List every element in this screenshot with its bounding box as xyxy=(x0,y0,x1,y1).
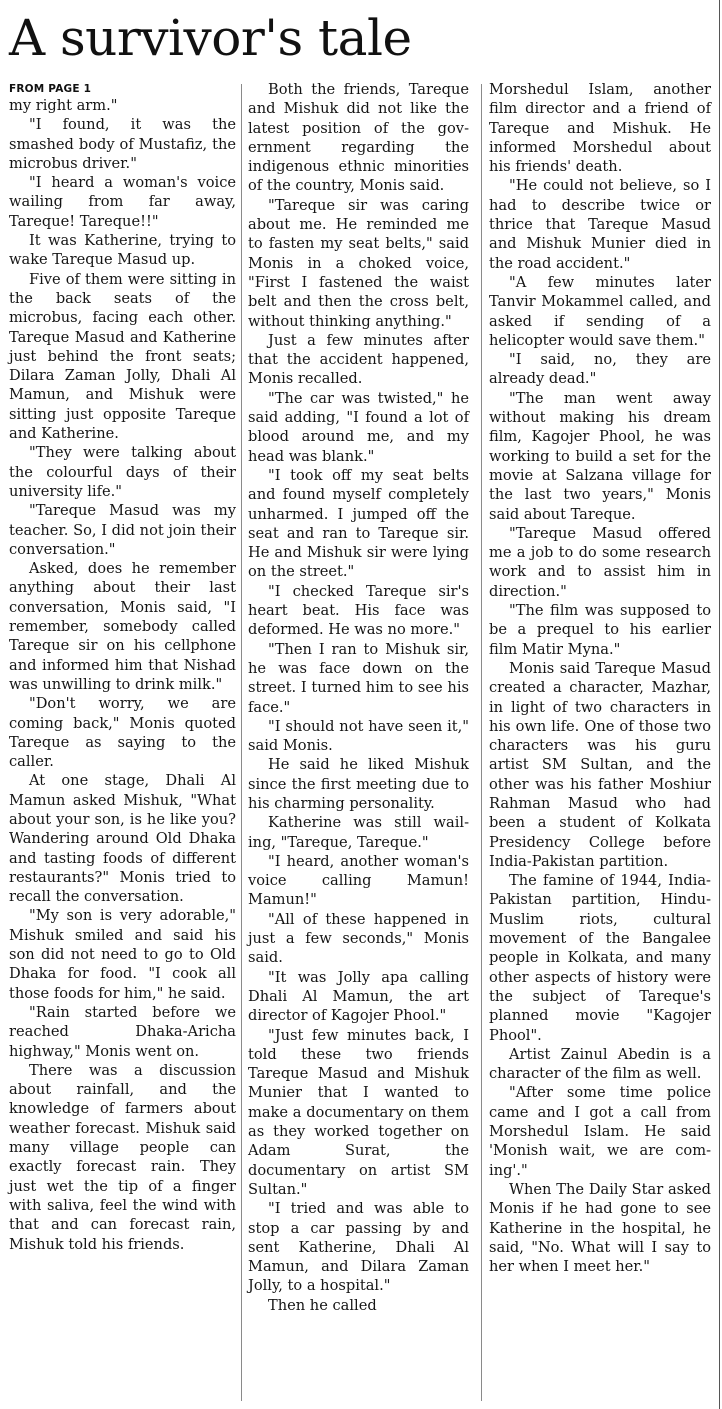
paragraph: "I heard, another woman's voice calling Mamun! Mamun!" xyxy=(248,852,469,909)
paragraph: "He could not believe, so I had to describe twice or thrice that Tareque Masud and Mishuk Munier died in the road accident." xyxy=(489,177,711,272)
paragraph: "I said, no, they are already dead." xyxy=(489,351,711,388)
headline: A survivor's tale xyxy=(9,9,412,67)
paragraph: The famine of 1944, India-Pakistan partition, Hindu-Muslim riots, cultural movement of the Bangalee people in Kolkata, and many other aspects of history were the subject of Tareque's planned movie "Kagojer Phool". xyxy=(489,872,711,1044)
article-column-3 xyxy=(489,80,711,1276)
paragraph: "The car was twisted," he said adding, "I found a lot of blood around me, and my head was blank." xyxy=(248,389,469,465)
article-column-1 xyxy=(9,80,236,1254)
paragraph: "Tareque Masud was my teacher. So, I did not join their conversation." xyxy=(9,502,236,558)
paragraph: "I found, it was the smashed body of Mustafiz, the microbus driver." xyxy=(9,116,236,172)
paragraph: "A few minutes later Tanvir Mokammel called, and asked if sending of a helicopter would save them." xyxy=(489,273,711,349)
paragraph: "It was Jolly apa calling Dhali Al Mamun, the art director of Kagojer Phool." xyxy=(248,968,469,1025)
continuation-kicker: FROM PAGE 1 xyxy=(9,83,92,95)
paragraph: "They were talking about the colourful days of their university life." xyxy=(9,444,236,500)
paragraph: Then he called xyxy=(268,1296,377,1314)
paragraph: At one stage, Dhali Al Mamun asked Mishuk, "What about your son, is he like you? Wandering around Old Dhaka and tasting foods of different restaurants?" Monis tried to recall the conversation. xyxy=(9,772,236,906)
paragraph: "I took off my seat belts and found myself completely unharmed. I jumped off the seat and ran to Tareque sir. He and Mishuk sir were lying on the street." xyxy=(248,466,469,581)
paragraph: "I checked Tareque sir's heart beat. His face was deformed. He was no more." xyxy=(248,582,469,639)
paragraph: "Don't worry, we are coming back," Monis quoted Tareque as saying to the caller. xyxy=(9,695,236,771)
paragraph: He said he liked Mishuk since the first meeting due to his charming personality. xyxy=(248,756,469,812)
paragraph: Monis said Tareque Masud created a character, Mazhar, in light of two characters in his own life. One of those two characters was his guru artist SM Sultan, and the other was his father Moshiur Rahman Masud who had been a student of Kolkata Presidency College before India-Pakistan partition. xyxy=(489,659,711,870)
paragraph: "Rain started before we reached Dhaka-Aricha highway," Monis went on. xyxy=(9,1003,236,1060)
paragraph: "I should not have seen it," said Monis. xyxy=(248,717,469,755)
paragraph: "The man went away without making his dream film, Kagojer Phool, he was working to build a set for the movie at Salzana village for the last two years," Monis said about Tareque. xyxy=(489,389,711,523)
paragraph: "I heard a woman's voice wailing from far away, Tareque! Tareque!!" xyxy=(9,174,236,230)
paragraph: Morshedul Islam, another film director and a friend of Tareque and Mishuk. He informed Morshedul about his friends' death. xyxy=(489,81,711,176)
paragraph: Both the friends, Tareque and Mishuk did not like the latest position of the government regarding the indigenous ethnic minorities of the country, Monis said. xyxy=(248,81,469,195)
paragraph: "I tried and was able to stop a car passing by and sent Katherine, Dhali Al Mamun, and Dilara Zaman Jolly, to a hospital." xyxy=(248,1200,469,1295)
column-divider xyxy=(481,84,482,1401)
paragraph: Artist Zainul Abedin is a character of the film as well. xyxy=(489,1045,711,1083)
paragraph: It was Katherine, trying to wake Tareque Masud up. xyxy=(9,232,236,269)
paragraph: my right arm." xyxy=(9,97,118,114)
paragraph: There was a discussion about rainfall, and the knowledge of farmers about weather forecast. Mishuk said many village people can exactly forecast rain. They just wet the tip of a finger with saliva, feel the wind with that and can forecast rain, Mishuk told his friends. xyxy=(9,1061,236,1253)
paragraph: When The Daily Star asked Monis if he had gone to see Katherine in the hospital, he said, "No. What will I say to her when I meet her." xyxy=(489,1180,711,1276)
paragraph: Katherine was still wailing, "Tareque, Tareque." xyxy=(248,814,469,851)
paragraph: "Then I ran to Mishuk sir, he was face down on the street. I turned him to see his face." xyxy=(248,640,469,716)
paragraph: "My son is very adorable," Mishuk smiled and said his son did not need to go to Old Dhaka for food. "I cook all those foods for him," he said. xyxy=(9,907,236,1002)
paragraph: Asked, does he remember anything about their last conversation, Monis said, "I remember, somebody called Tareque sir on his cellphone and informed him that Nishad was unwilling to drink milk." xyxy=(9,560,236,693)
paragraph: Just a few minutes after that the accident happened, Monis recalled. xyxy=(248,331,469,388)
paragraph: "After some time police came and I got a call from Morshedul Islam. He said 'Monish wait, we are coming'." xyxy=(489,1084,711,1179)
page-edge-rule xyxy=(719,0,720,1409)
column-divider xyxy=(241,84,242,1401)
paragraph: "Just few minutes back, I told these two friends Tareque Masud and Mishuk Munier that I wanted to make a documentary on them as they worked together on Adam Surat, the documentary on artist SM Sultan." xyxy=(248,1026,469,1198)
paragraph: Five of them were sitting in the back seats of the microbus, facing each other. Tareque Masud and Katherine just behind the front seats; Dilara Zaman Jolly, Dhali Al Mamun, and Mishuk were sitting just opposite Tareque and Katherine. xyxy=(9,270,236,443)
paragraph: "Tareque sir was caring about me. He reminded me to fasten my seat belts," said Monis in a choked voice, "First I fastened the waist belt and then the cross belt, without thinking anything." xyxy=(248,196,469,330)
paragraph: "Tareque Masud offered me a job to do some research work and to assist him in direction." xyxy=(489,524,711,600)
paragraph: "All of these happened in just a few seconds," Monis said. xyxy=(248,910,469,967)
paragraph: "The film was supposed to be a prequel to his earlier film Matir Myna." xyxy=(489,602,711,658)
article-column-2 xyxy=(248,80,469,1315)
